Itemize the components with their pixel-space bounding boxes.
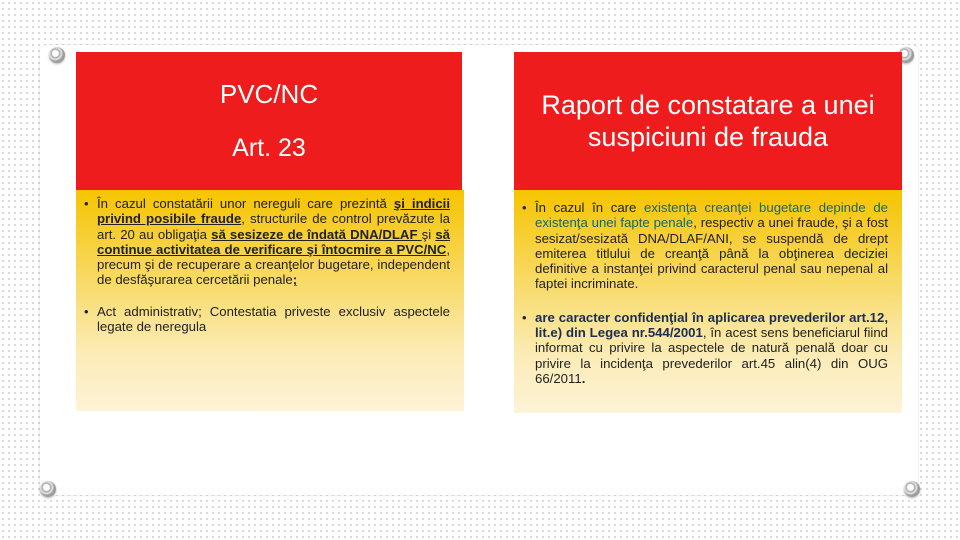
left-panel-body bbox=[76, 190, 464, 411]
left-bullet-list bbox=[80, 196, 450, 334]
left-panel-header bbox=[76, 52, 462, 190]
list-item: • Act administrativ; Contestatia priveste exclusiv aspectele legate de neregula bbox=[80, 304, 450, 335]
right-panel-header bbox=[514, 52, 902, 190]
right-bullet-list bbox=[518, 200, 888, 386]
list-item: • În cazul constatării unor nereguli care prezintă şi indicii privind posibile fraude, structurile de control prevăzute la art. 20 au obligaţia să sesizeze de îndată DNA/DLAF şi să continue activitatea de verificare şi întocmire a PVC/NC, precum şi de recuperare a creanţelor bugetare, independent de desfăşurarea cercetării penale; bbox=[80, 196, 450, 288]
pin-icon bbox=[40, 481, 56, 497]
list-item: • În cazul în care existenţa creanţei bugetare depinde de existenţa unei fapte penale, respectiv a unei fraude, şi a fost sesizat/sesizată DNA/DLAF/ANI, se suspendă de drept emiterea titlului de creanţă până la obţinerea deciziei definitive a instanţei privind caracterul penal sau nepenal al faptei incriminate. bbox=[518, 200, 888, 292]
pin-icon bbox=[49, 47, 65, 63]
right-panel-body bbox=[514, 190, 902, 413]
left-header-subtitle: Art. 23 bbox=[232, 134, 306, 162]
list-item: • are caracter confidenţial în aplicarea prevederilor art.12, lit.e) din Legea nr.544/2001, în acest sens beneficiarul fiind informat cu privire la aspectele de natură penală doar cu privire la incidenţa prevederilor art.45 alin(4) din OUG 66/2011. bbox=[518, 310, 888, 386]
pin-icon bbox=[904, 481, 920, 497]
right-header-title: Raport de constatare a unei suspiciuni de frauda bbox=[541, 90, 875, 152]
left-header-title: PVC/NC bbox=[219, 79, 319, 109]
